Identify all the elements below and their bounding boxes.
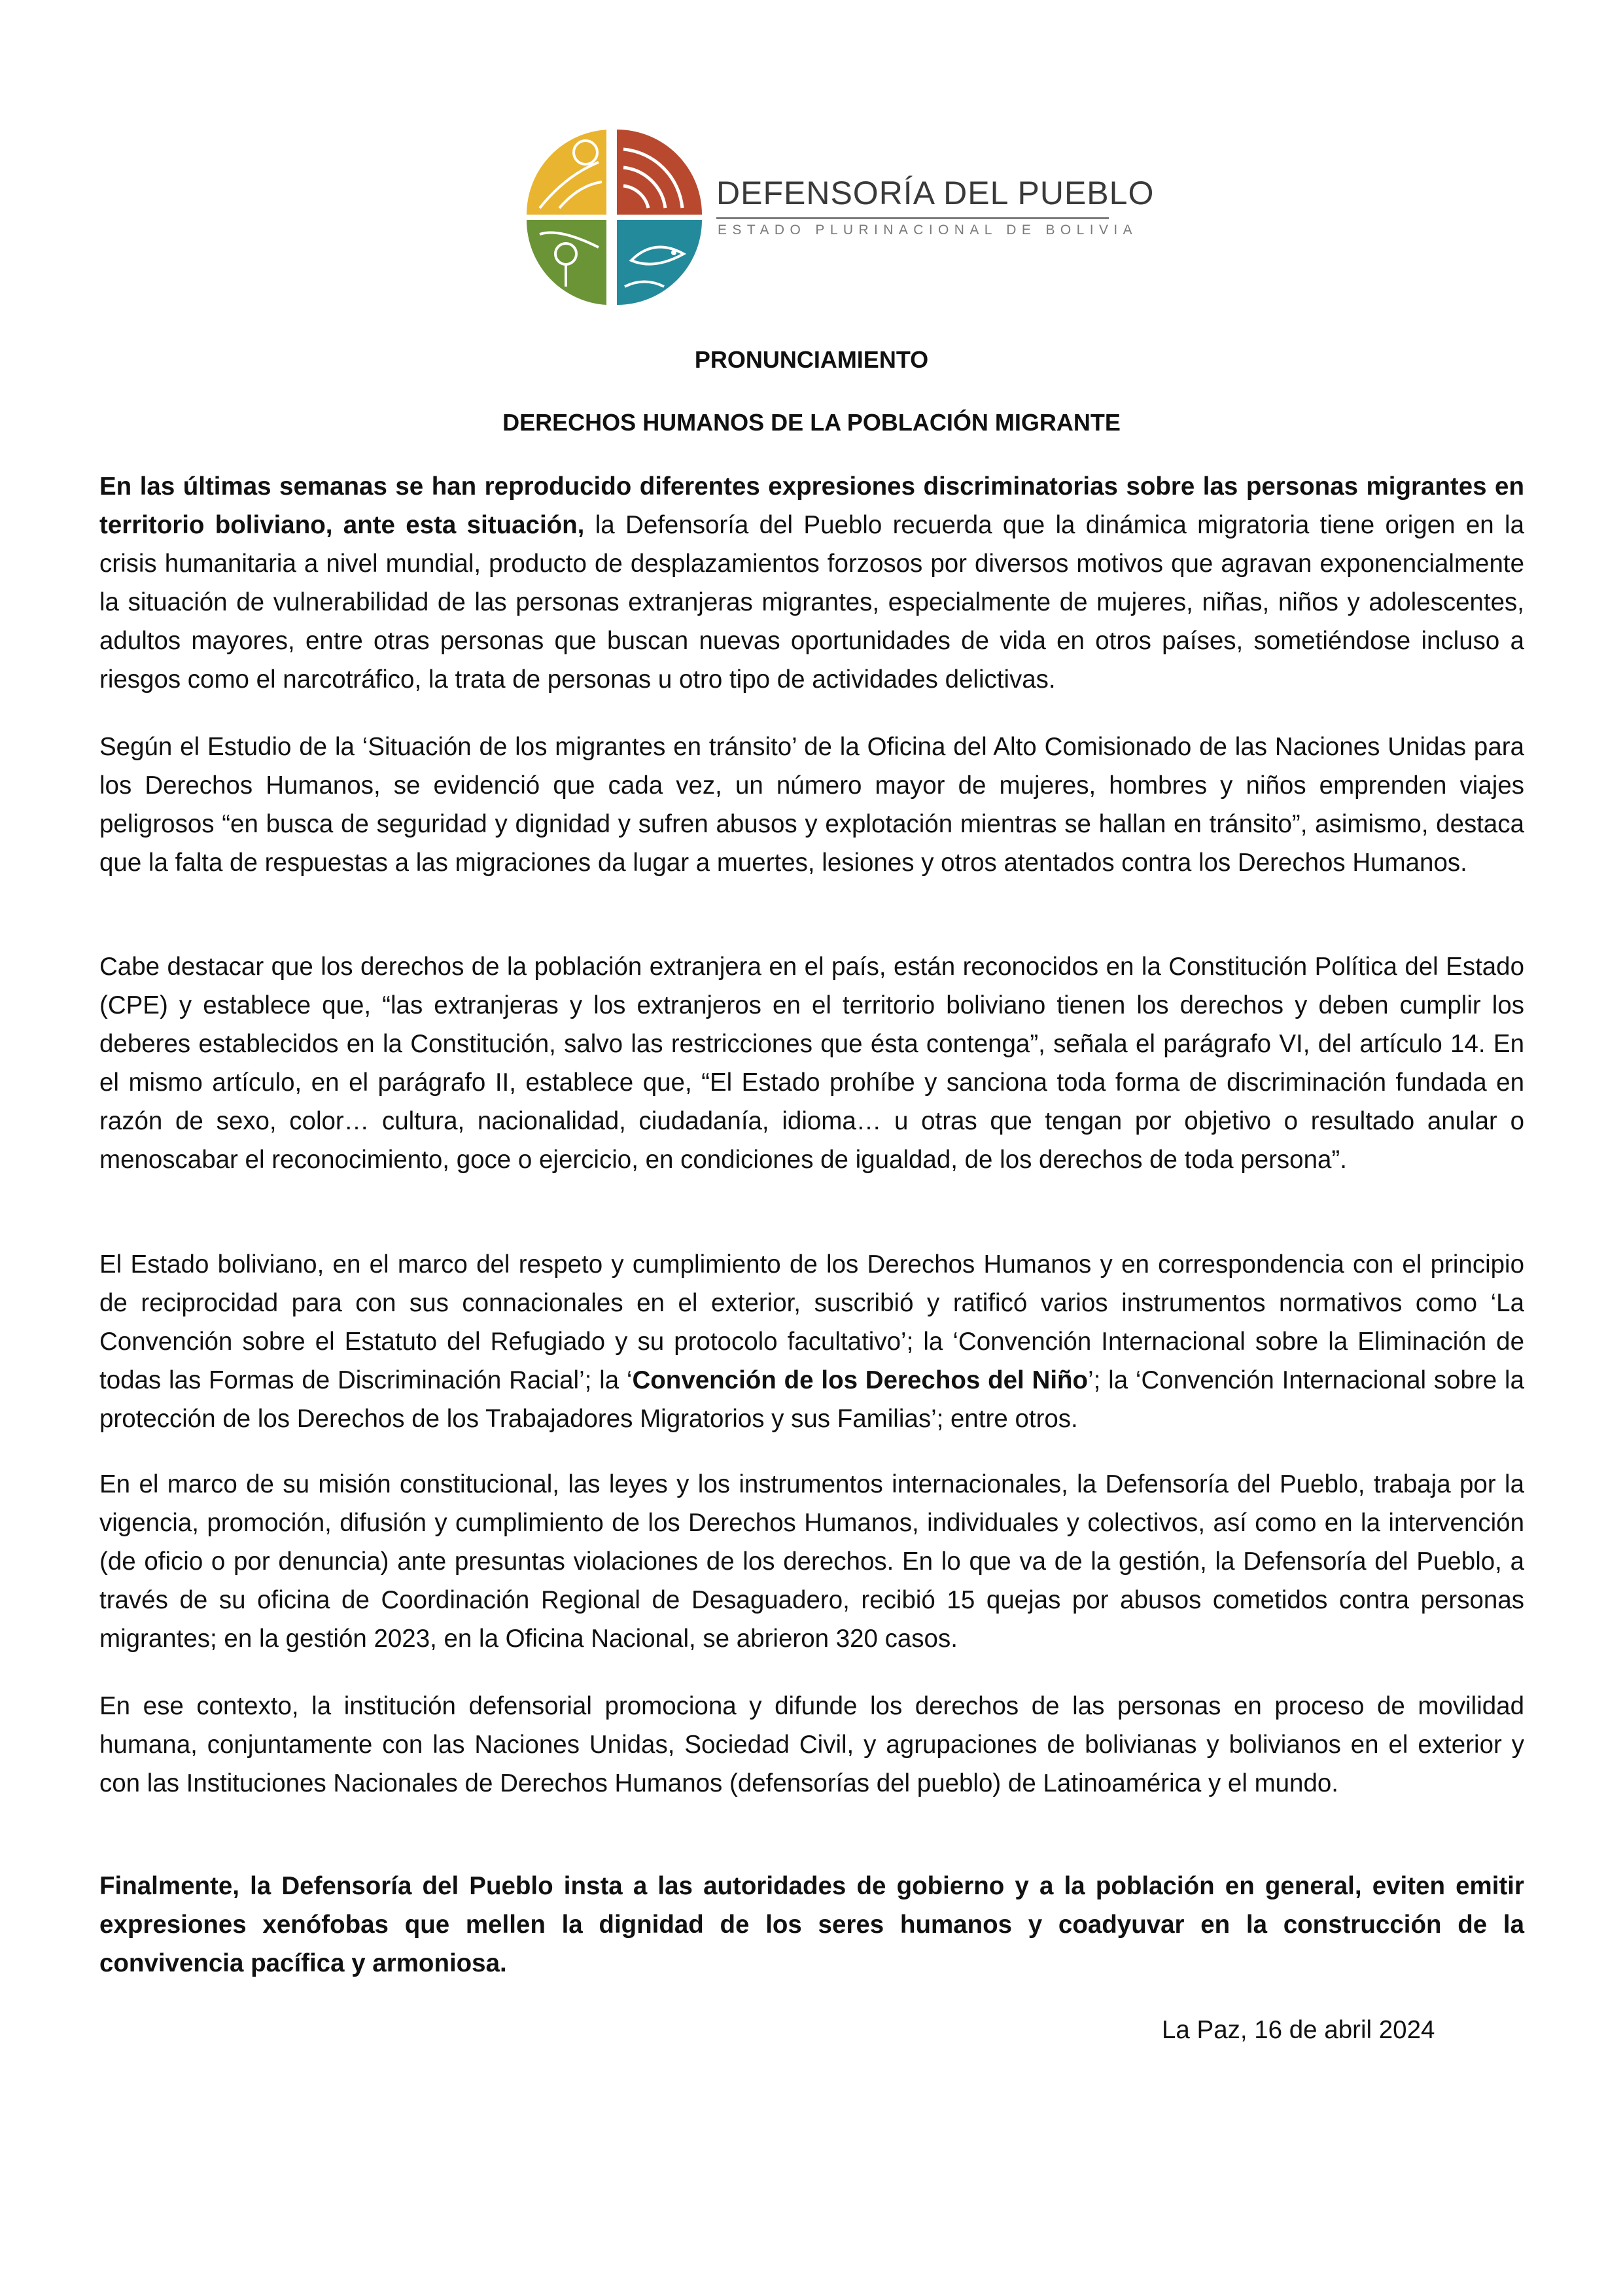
paragraph-1 <box>99 467 1524 699</box>
logo-title: DEFENSORÍA DEL PUEBLO <box>716 175 1155 211</box>
paragraph-6: En ese contexto, la institución defensorial promociona y difunde los derechos de las personas en proceso de movilidad humana, conjuntamente con las Naciones Unidas, Sociedad Civil, y agrupaciones de bolivianas y bolivianos en el exterior y con las Instituciones Nacionales de Derechos Humanos (defensorías del pueblo) de Latinoamérica y el mundo. <box>99 1692 1524 1797</box>
paragraph-4 <box>99 1245 1524 1438</box>
paragraph-4-bold: Convención de los Derechos del Niño <box>632 1366 1089 1394</box>
paragraph-3: Cabe destacar que los derechos de la población extranjera en el país, están reconocidos en la Constitución Política del Estado (CPE) y establece que, “las extranjeras y los extranjeros en el territorio boliviano tienen los derechos y deben cumplir los deberes establecidos en la Constitución, salvo las restricciones que ésta contenga”, señala el parágrafo VI, del artículo 14. En el mismo artículo, en el parágrafo II, establece que, “El Estado prohíbe y sanciona toda forma de discriminación fundada en razón de sexo, color… cultura, nacionalidad, ciudadanía, idioma… u otras que tengan por objetivo o resultado anular o menoscabar el reconocimiento, goce o ejercicio, en condiciones de igualdad, de los derechos de toda persona”. <box>99 953 1524 1174</box>
paragraph-4-b: ’; la ‘Convención Internacional sobre la protección de los Derechos de los Trabajadores Migratorios y sus Familias’; entre otros. <box>99 1366 1524 1433</box>
defensoria-logo <box>520 123 1155 313</box>
document-subheading: DERECHOS HUMANOS DE LA POBLACIÓN MIGRANTE <box>502 409 1121 436</box>
paragraph-1-rest: la Defensoría del Pueblo recuerda que la dinámica migratoria tiene origen en la crisis humanitaria a nivel mundial, producto de desplazamientos forzosos por diversos motivos que agravan exponencialmente la situación de vulnerabilidad de las personas extranjeras migrantes, especialmente de mujeres, niñas, niños y adolescentes, adultos mayores, entre otras personas que buscan nuevas oportunidades de vida en otros países, sometiéndose incluso a riesgos como el narcotráfico, la trata de personas u otro tipo de actividades delictivas. <box>99 511 1524 694</box>
place-date: La Paz, 16 de abril 2024 <box>1162 2016 1435 2044</box>
logo-divider <box>716 217 1109 219</box>
paragraph-7: Finalmente, la Defensoría del Pueblo insta a las autoridades de gobierno y a la población en general, eviten emitir expresiones xenófobas que mellen la dignidad de los seres humanos y coadyuvar en la construcción de la convivencia pacífica y armoniosa. <box>99 1872 1524 1977</box>
paragraph-2: Según el Estudio de la ‘Situación de los migrantes en tránsito’ de la Oficina del Alto Comisionado de las Naciones Unidas para los Derechos Humanos, se evidenció que cada vez, un número mayor de mujeres, hombres y niños emprenden viajes peligrosos “en busca de seguridad y dignidad y sufren abusos y explotación mientras se hallan en tránsito”, asimismo, destaca que la falta de respuestas a las migraciones da lugar a muertes, lesiones y otros atentados contra los Derechos Humanos. <box>99 733 1524 877</box>
paragraph-4-a: El Estado boliviano, en el marco del respeto y cumplimiento de los Derechos Humanos y en correspondencia con el principio de reciprocidad para con sus connacionales en el exterior, suscribió y ratificó varios instrumentos normativos como ‘La Convención sobre el Estatuto del Refugiado y su protocolo facultativo’; la ‘Convención Internacional sobre la Eliminación de todas las Formas de Discriminación Racial’; la ‘ <box>99 1250 1524 1394</box>
paragraph-1-bold: En las últimas semanas se han reproducido diferentes expresiones discriminatorias sobre las personas migrantes en territorio boliviano, ante esta situación, <box>99 472 1524 539</box>
emblem-icon <box>520 123 703 313</box>
document-heading: PRONUNCIAMIENTO <box>694 346 929 373</box>
paragraph-5: En el marco de su misión constitucional, las leyes y los instrumentos internacionales, la Defensoría del Pueblo, trabaja por la vigencia, promoción, difusión y cumplimiento de los Derechos Humanos, individuales y colectivos, así como en la intervención (de oficio o por denuncia) ante presuntas violaciones de los derechos. En lo que va de la gestión, la Defensoría del Pueblo, a través de su oficina de Coordinación Regional de Desaguadero, recibió 15 quejas por abusos cometidos contra personas migrantes; en la gestión 2023, en la Oficina Nacional, se abrieron 320 casos. <box>99 1470 1524 1653</box>
logo-subtitle: ESTADO PLURINACIONAL DE BOLIVIA <box>718 222 1138 238</box>
